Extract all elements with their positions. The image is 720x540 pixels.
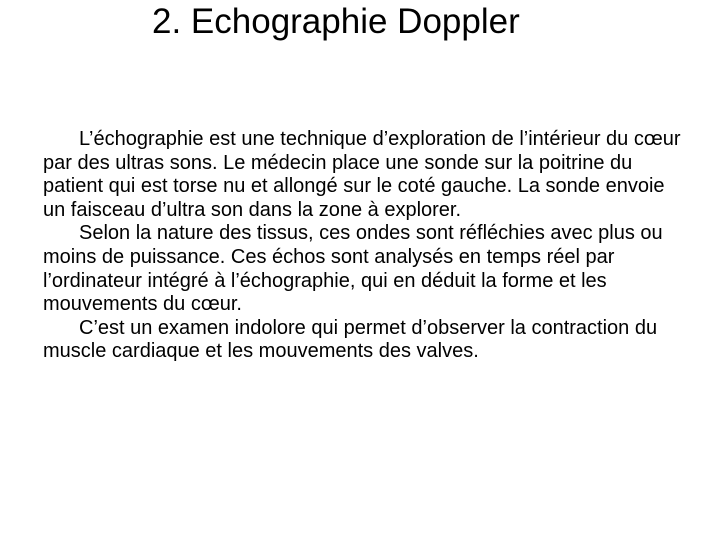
paragraph-intro: L’échographie est une technique d’exploration de l’intérieur du cœur par des ultras sons. Le médecin place une sonde sur la poitrine du patient qui est torse nu et allongé sur le coté gauche. La sonde envoie un faisceau d’ultra son dans la zone à explorer.	[43, 128, 681, 221]
slide-body	[43, 128, 683, 364]
paragraph-echoes: Selon la nature des tissus, ces ondes sont réfléchies avec plus ou moins de puissance. Ces échos sont analysés en temps réel par l’ordinateur intégré à l’échographie, qui en déduit la forme et les mouvements du cœur.	[43, 222, 663, 316]
slide-title: 2. Echographie Doppler	[152, 2, 520, 41]
paragraph-exam: C’est un examen indolore qui permet d’observer la contraction du muscle cardiaque et les mouvements des valves.	[43, 316, 658, 363]
